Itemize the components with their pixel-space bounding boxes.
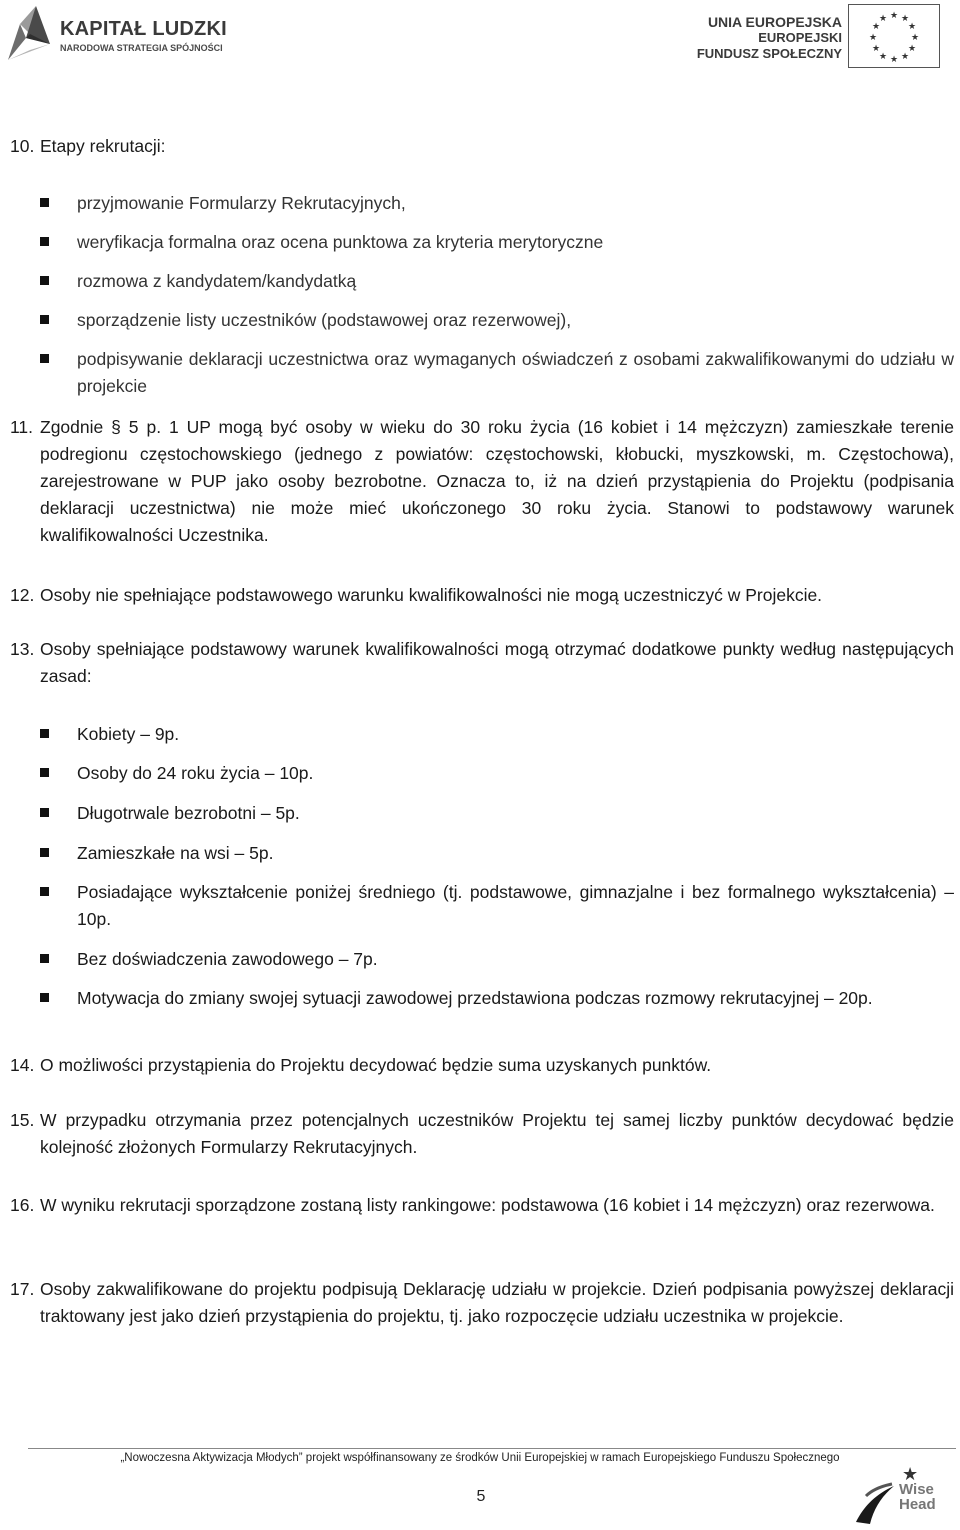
logo-subtitle: NARODOWA STRATEGIA SPÓJNOŚCI: [60, 43, 223, 53]
logo-text-wise: Wise: [899, 1481, 934, 1498]
list-item-text: Posiadające wykształcenie poniżej średniego (tj. podstawowe, gimnazjalne i bez formalnego wykształcenia) – 10p.: [77, 882, 954, 929]
kapital-ludzki-emblem-icon: [6, 4, 52, 62]
list-item: [40, 946, 954, 973]
section-number: 11.: [10, 417, 34, 437]
square-bullet-icon: [40, 237, 49, 246]
list-item-text: Długotrwale bezrobotni – 5p.: [77, 803, 300, 823]
section-text: W wyniku rekrutacji sporządzone zostaną listy rankingowe: podstawowa (16 kobiet i 14 mężczyzn) oraz rezerwowa.: [40, 1195, 935, 1215]
section-number: 10.: [10, 136, 35, 156]
list-item-text: rozmowa z kandydatem/kandydatką: [77, 271, 357, 291]
svg-text:★: ★: [907, 44, 917, 54]
section-11: [10, 414, 954, 549]
section-10: [10, 133, 954, 160]
list-item: [40, 229, 954, 256]
page-number: 5: [476, 1488, 486, 1505]
section-16: [10, 1192, 954, 1219]
list-item: [40, 879, 954, 933]
square-bullet-icon: [40, 954, 49, 963]
square-bullet-icon: [40, 315, 49, 324]
svg-text:★: ★: [871, 22, 881, 32]
list-item: [40, 760, 954, 787]
section-17: [10, 1276, 954, 1330]
svg-text:★: ★: [910, 33, 920, 43]
section-text: Osoby spełniające podstawowy warunek kwalifikowalności mogą otrzymać dodatkowe punkty według następujących zasad:: [40, 639, 954, 686]
section-text: W przypadku otrzymania przez potencjalnych uczestników Projektu tej samej liczby punktów decydować będzie kolejność złożonych Formularzy Rekrutacyjnych.: [40, 1110, 954, 1157]
eu-logo: [696, 4, 940, 68]
page-header: [0, 0, 960, 80]
list-item-text: Zamieszkałe na wsi – 5p.: [77, 843, 274, 863]
wise-head-logo-text: [899, 1482, 936, 1512]
section-text: O możliwości przystąpienia do Projektu decydować będzie suma uzyskanych punktów.: [40, 1055, 712, 1075]
square-bullet-icon: [40, 808, 49, 817]
square-bullet-icon: [40, 198, 49, 207]
list-item: [40, 307, 954, 334]
svg-text:★: ★: [900, 52, 910, 62]
eu-line-2: EUROPEJSKI: [758, 30, 842, 45]
svg-text:★: ★: [900, 14, 910, 24]
footer-note: „Nowoczesna Aktywizacja Młodych” projekt współfinansowany ze środków Unii Europejskiej w ramach Europejskiego Funduszu Społecznego: [120, 1452, 840, 1464]
section-12: [10, 582, 954, 609]
section-text: Etapy rekrutacji:: [40, 136, 166, 156]
svg-text:★: ★: [871, 44, 881, 54]
logo-text-head: Head: [899, 1496, 936, 1513]
list-item-text: Osoby do 24 roku życia – 10p.: [77, 763, 314, 783]
svg-text:★: ★: [868, 33, 878, 43]
list-item: [40, 268, 954, 295]
svg-text:★: ★: [907, 22, 917, 32]
list-item-text: sporządzenie listy uczestników (podstawowej oraz rezerwowej),: [77, 310, 572, 330]
square-bullet-icon: [40, 354, 49, 363]
footer-divider: [28, 1448, 956, 1449]
list-item: [40, 840, 954, 867]
logo-title: KAPITAŁ LUDZKI: [60, 18, 227, 40]
eu-line-1: UNIA EUROPEJSKA: [707, 14, 842, 30]
square-bullet-icon: [40, 993, 49, 1002]
square-bullet-icon: [40, 848, 49, 857]
list-item-text: Motywacja do zmiany swojej sytuacji zawodowej przedstawiona podczas rozmowy rekrutacyjnej – 20p.: [77, 988, 873, 1008]
section-text: Osoby nie spełniające podstawowego warunku kwalifikowalności nie mogą uczestniczyć w Projekcie.: [40, 585, 823, 605]
square-bullet-icon: [40, 729, 49, 738]
svg-text:★: ★: [878, 14, 888, 24]
section-number: 15.: [10, 1110, 35, 1130]
section-number: 14.: [10, 1055, 35, 1075]
svg-text:★: ★: [889, 11, 899, 21]
wise-head-logo: [852, 1466, 956, 1526]
section-13: [10, 636, 954, 690]
section-15: [10, 1107, 954, 1161]
square-bullet-icon: [40, 887, 49, 896]
section-number: 16.: [10, 1195, 35, 1215]
svg-text:★: ★: [889, 55, 899, 65]
kapital-ludzki-logo: [6, 4, 227, 64]
square-bullet-icon: [40, 276, 49, 285]
section-text: Osoby zakwalifikowane do projektu podpisują Deklarację udziału w projekcie. Dzień podpisania powyższej deklaracji traktowany jest jako dzień przystąpienia do projektu, tj. jako rozpoczęcie udziału uczestnika w projekcie.: [40, 1279, 954, 1326]
section-14: [10, 1052, 954, 1079]
list-item: [40, 800, 954, 827]
list-item: [40, 190, 954, 217]
section-number: 12.: [10, 585, 35, 605]
eu-logo-text: [697, 14, 842, 62]
list-item-text: Kobiety – 9p.: [77, 724, 180, 744]
eu-line-3: FUNDUSZ SPOŁECZNY: [696, 46, 842, 61]
section-number: 13.: [10, 639, 35, 659]
list-item: [40, 346, 954, 400]
list-item-text: Bez doświadczenia zawodowego – 7p.: [77, 949, 378, 969]
svg-text:★: ★: [902, 1466, 919, 1485]
list-item: [40, 721, 954, 748]
svg-text:★: ★: [878, 52, 888, 62]
list-item-text: weryfikacja formalna oraz ocena punktowa za kryteria merytoryczne: [77, 232, 604, 252]
list-item: [40, 985, 954, 1012]
section-number: 17.: [10, 1279, 35, 1299]
square-bullet-icon: [40, 768, 49, 777]
list-item-text: przyjmowanie Formularzy Rekrutacyjnych,: [77, 193, 406, 213]
section-text: Zgodnie § 5 p. 1 UP mogą być osoby w wieku do 30 roku życia (16 kobiet i 14 mężczyzn) zamieszkałe terenie podregionu częstochowskiego (jednego z powiatów: częstochowski, kłobucki, myszkowski, m. Częstochowa), zarejestrowane w PUP jako osoby bezrobotne. Oznacza to, iż na dzień przystąpienia do Projektu (podpisania deklaracji uczestnictwa) nie może mieć ukończonego 30 roku życia. Stanowi to podstawowy warunek kwalifikowalności Uczestnika.: [40, 417, 954, 545]
list-item-text: podpisywanie deklaracji uczestnictwa oraz wymaganych oświadczeń z osobami zakwalifikowanymi do udziału w projekcie: [77, 349, 954, 396]
eu-flag-icon: [848, 4, 940, 68]
